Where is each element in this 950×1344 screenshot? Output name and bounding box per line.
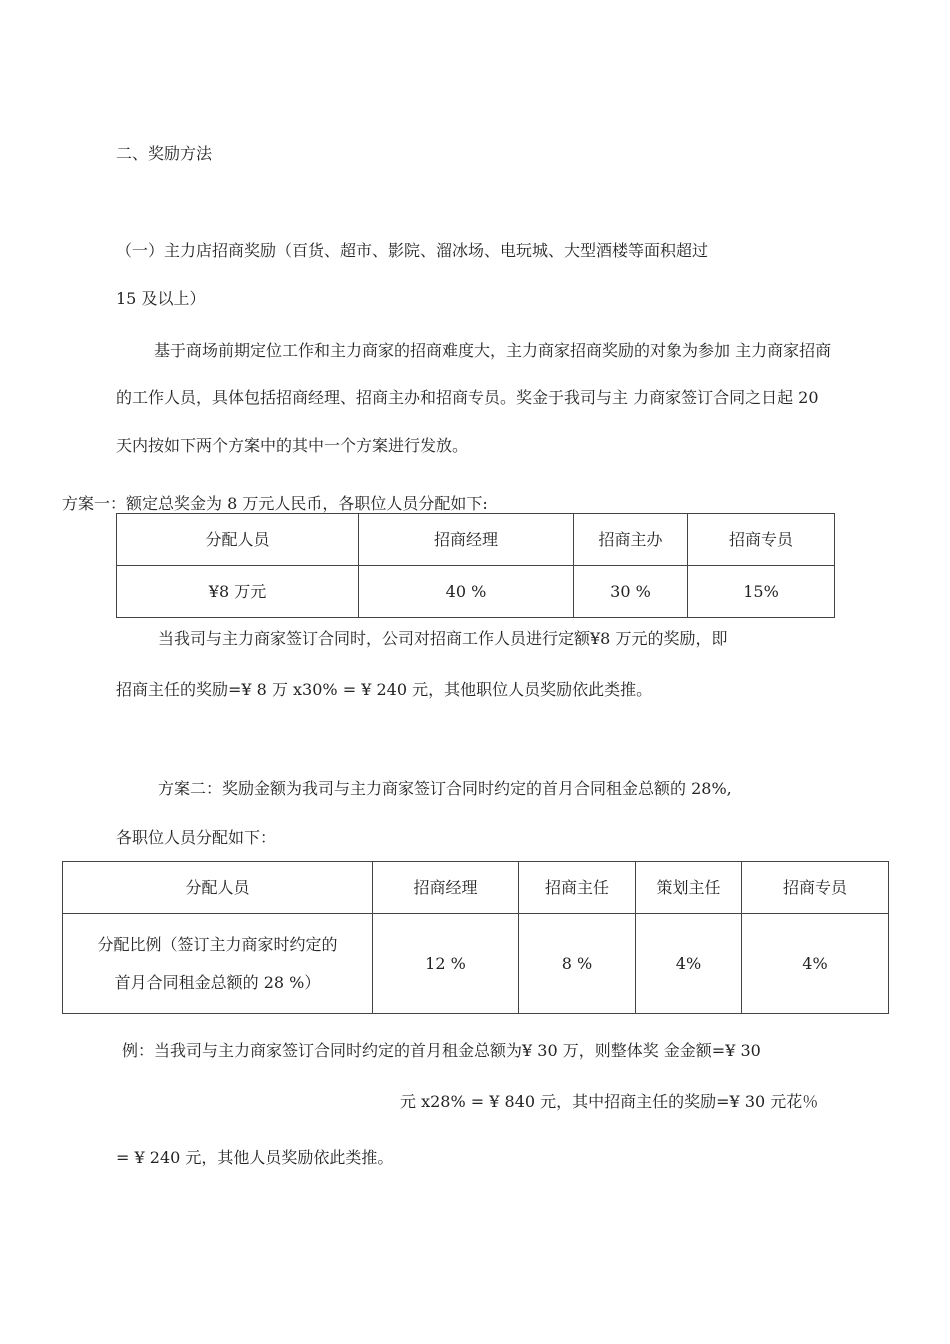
example-line: = ¥ 240 元，其他人员奖励依此类推。 bbox=[116, 1148, 394, 1167]
example-line: 例：当我司与主力商家签订合同时约定的首月租金总额为¥ 30 万，则整体奖 金金额=¥ 30 bbox=[122, 1041, 761, 1060]
plan1-note-line: 招商主任的奖励=¥ 8 万 x30% = ¥ 240 元，其他职位人员奖励依此类推。 bbox=[116, 680, 653, 699]
table-cell: 15% bbox=[688, 566, 835, 618]
subsection-title-cont: 15 及以上） bbox=[116, 289, 206, 308]
table-header-cell: 招商主办 bbox=[574, 514, 688, 566]
table-cell: 4% bbox=[742, 914, 889, 1014]
table-header-cell: 招商专员 bbox=[688, 514, 835, 566]
table-header-row bbox=[63, 862, 889, 914]
plan2-label: 方案二：奖励金额为我司与主力商家签订合同时约定的首月合同租金总额的 28%, bbox=[158, 779, 732, 798]
table-header-row bbox=[117, 514, 835, 566]
table-cell: 12 % bbox=[373, 914, 519, 1014]
table-row-label bbox=[63, 914, 373, 1014]
plan1-note-line: 当我司与主力商家签订合同时，公司对招商工作人员进行定额¥8 万元的奖励，即 bbox=[158, 629, 728, 648]
table-header-cell: 策划主任 bbox=[636, 862, 742, 914]
row-label-line: 首月合同租金总额的 28 %） bbox=[114, 972, 321, 992]
plan1-table bbox=[116, 513, 835, 618]
table-cell: ¥8 万元 bbox=[117, 566, 359, 618]
table-header-cell: 招商专员 bbox=[742, 862, 889, 914]
table-cell: 8 % bbox=[519, 914, 636, 1014]
intro-paragraph-line: 基于商场前期定位工作和主力商家的招商难度大，主力商家招商奖励的对象为参加 主力商家招商 bbox=[154, 341, 832, 360]
table-header-cell: 招商主任 bbox=[519, 862, 636, 914]
table-cell: 40 % bbox=[359, 566, 574, 618]
row-label-line: 分配比例（签订主力商家时约定的 bbox=[97, 934, 338, 954]
example-line: 元 x28% = ¥ 840 元，其中招商主任的奖励=¥ 30 元花％ bbox=[400, 1092, 819, 1111]
table-header-cell: 招商经理 bbox=[359, 514, 574, 566]
section-heading: 二、奖励方法 bbox=[116, 144, 213, 163]
intro-paragraph-line: 的工作人员，具体包括招商经理、招商主办和招商专员。奖金于我司与主 力商家签订合同之日起 20 bbox=[116, 388, 819, 407]
table-header-cell: 分配人员 bbox=[63, 862, 373, 914]
table-header-cell: 招商经理 bbox=[373, 862, 519, 914]
plan2-table bbox=[62, 861, 889, 1014]
plan2-label-cont: 各职位人员分配如下： bbox=[116, 828, 277, 847]
table-cell: 4% bbox=[636, 914, 742, 1014]
intro-paragraph-line: 天内按如下两个方案中的其中一个方案进行发放。 bbox=[116, 436, 469, 455]
plan1-label: 方案一：额定总奖金为 8 万元人民币，各职位人员分配如下: bbox=[62, 494, 488, 513]
table-header-cell: 分配人员 bbox=[117, 514, 359, 566]
subsection-title: （一）主力店招商奖励（百货、超市、影院、溜冰场、电玩城、大型酒楼等面积超过 bbox=[116, 241, 709, 260]
table-cell: 30 % bbox=[574, 566, 688, 618]
table-row bbox=[117, 566, 835, 618]
table-row bbox=[63, 914, 889, 1014]
